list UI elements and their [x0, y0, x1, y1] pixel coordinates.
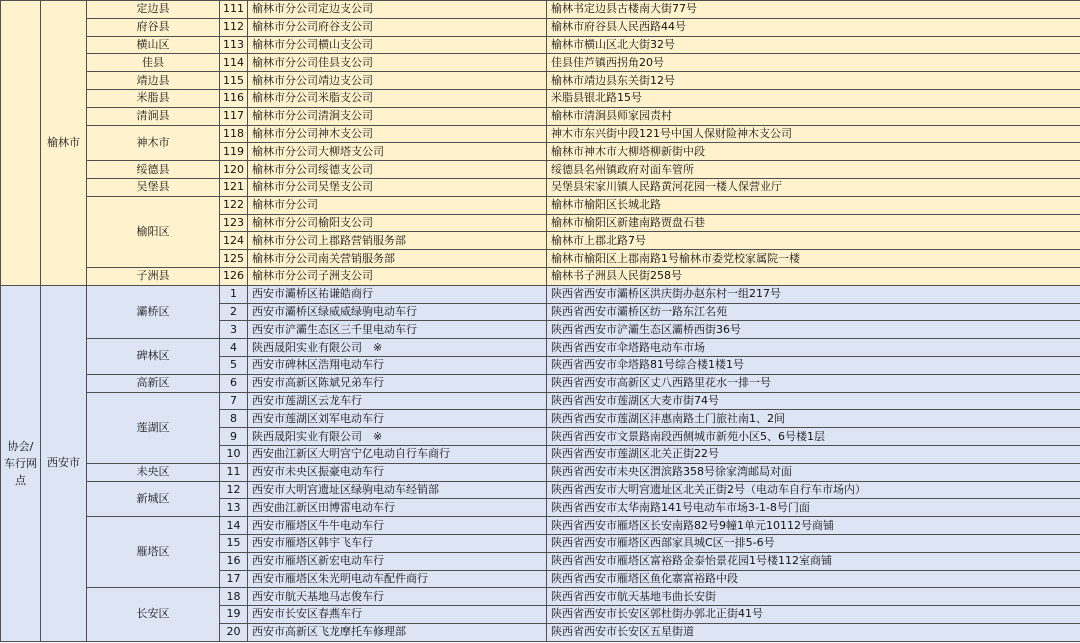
index-cell: 17	[220, 570, 248, 588]
outlet-name-cell: 西安市高新区飞龙摩托车修理部	[248, 623, 547, 641]
table-row	[1, 517, 1080, 535]
index-cell: 13	[220, 499, 248, 517]
district-cell: 榆阳区	[87, 196, 220, 267]
outlet-name-cell: 西安市雁塔区朱光明电动车配件商行	[248, 570, 547, 588]
address-cell: 榆林市府谷县人民西路44号	[547, 18, 1080, 36]
index-cell: 14	[220, 517, 248, 535]
table-row	[1, 1, 1080, 19]
district-cell: 府谷县	[87, 18, 220, 36]
table-row	[1, 392, 1080, 410]
outlet-name-cell: 榆林市分公司吴堡支公司	[248, 178, 547, 196]
table-row	[1, 18, 1080, 36]
index-cell: 15	[220, 534, 248, 552]
index-cell: 119	[220, 143, 248, 161]
index-cell: 4	[220, 339, 248, 357]
address-cell: 陕西省西安市雁塔区长安南路82号9幢1单元10112号商铺	[547, 517, 1080, 535]
index-cell: 117	[220, 107, 248, 125]
table-row	[1, 463, 1080, 481]
address-cell: 榆林市横山区北大街32号	[547, 36, 1080, 54]
outlet-name-cell: 榆林市分公司南关营销服务部	[248, 250, 547, 268]
table-row	[1, 267, 1080, 285]
address-cell: 陕西省西安市雁塔区西部家具城C区一排5-6号	[547, 534, 1080, 552]
table-row	[1, 54, 1080, 72]
outlet-name-cell: 榆林市分公司子洲支公司	[248, 267, 547, 285]
index-cell: 114	[220, 54, 248, 72]
index-cell: 121	[220, 178, 248, 196]
address-cell: 陕西省西安市雁塔区鱼化寨富裕路中段	[547, 570, 1080, 588]
index-cell: 18	[220, 588, 248, 606]
address-cell: 陕西省西安市灞桥区纺一路东江名苑	[547, 303, 1080, 321]
address-cell: 榆林市清涧县师家园责村	[547, 107, 1080, 125]
district-cell: 长安区	[87, 588, 220, 641]
outlet-name-cell: 榆林市分公司上郡路营销服务部	[248, 232, 547, 250]
district-cell: 吴堡县	[87, 178, 220, 196]
table-row	[1, 125, 1080, 143]
district-cell: 清涧县	[87, 107, 220, 125]
table-row	[1, 161, 1080, 179]
district-cell: 神木市	[87, 125, 220, 161]
address-cell: 陕西省西安市长安区郭杜街办郭北正街41号	[547, 606, 1080, 624]
outlet-name-cell: 西安市莲湖区云龙车行	[248, 392, 547, 410]
table-row	[1, 339, 1080, 357]
address-cell: 陕西省西安市文景路南段西侧城市新苑小区5、6号楼1层	[547, 428, 1080, 446]
outlet-name-cell: 西安市高新区陈斌兄弟车行	[248, 374, 547, 392]
address-cell: 陕西省西安市太华南路141号电动车市场3-1-8号门面	[547, 499, 1080, 517]
outlet-name-cell: 榆林市分公司佳县支公司	[248, 54, 547, 72]
address-cell: 榆林市神木市大柳塔柳新街中段	[547, 143, 1080, 161]
index-cell: 6	[220, 374, 248, 392]
index-cell: 111	[220, 1, 248, 19]
address-cell: 陕西省西安市高新区丈八西路里花水一排一号	[547, 374, 1080, 392]
index-cell: 112	[220, 18, 248, 36]
index-cell: 3	[220, 321, 248, 339]
district-cell: 米脂县	[87, 89, 220, 107]
outlet-name-cell: 西安市长安区春燕车行	[248, 606, 547, 624]
address-cell: 佳县佳芦镇西拐角20号	[547, 54, 1080, 72]
district-cell: 靖边县	[87, 72, 220, 90]
outlet-name-cell: 榆林市分公司米脂支公司	[248, 89, 547, 107]
address-cell: 陕西省西安市伞塔路电动车市场	[547, 339, 1080, 357]
district-cell: 子洲县	[87, 267, 220, 285]
district-cell: 定边县	[87, 1, 220, 19]
outlet-name-cell: 西安市大明宫遗址区绿驹电动车经销部	[248, 481, 547, 499]
outlet-name-cell: 西安市碑林区浩翔电动车行	[248, 356, 547, 374]
category-cell: 协会/车行网点	[1, 285, 41, 641]
address-cell: 榆林市榆阳区上郡南路1号榆林市委党校家属院一楼	[547, 250, 1080, 268]
index-cell: 113	[220, 36, 248, 54]
district-cell: 佳县	[87, 54, 220, 72]
outlet-name-cell: 陕西晟阳实业有限公司 ※	[248, 428, 547, 446]
outlet-name-cell: 西安曲江新区田博雷电动车行	[248, 499, 547, 517]
index-cell: 7	[220, 392, 248, 410]
city-cell: 西安市	[41, 285, 87, 641]
outlet-name-cell: 陕西晟阳实业有限公司 ※	[248, 339, 547, 357]
outlet-name-cell: 西安市浐灞生态区三千里电动车行	[248, 321, 547, 339]
table-row	[1, 481, 1080, 499]
address-cell: 陕西省西安市未央区渭滨路358号徐家湾邮局对面	[547, 463, 1080, 481]
table-body	[1, 1, 1080, 642]
outlet-name-cell: 榆林市分公司榆阳支公司	[248, 214, 547, 232]
outlet-name-cell: 西安市雁塔区韩宇飞车行	[248, 534, 547, 552]
index-cell: 16	[220, 552, 248, 570]
district-cell: 雁塔区	[87, 517, 220, 588]
address-cell: 陕西省西安市伞塔路81号综合楼1楼1号	[547, 356, 1080, 374]
district-cell: 碑林区	[87, 339, 220, 375]
outlet-name-cell: 西安市雁塔区牛牛电动车行	[248, 517, 547, 535]
category-cell	[1, 1, 41, 286]
table-row	[1, 89, 1080, 107]
index-cell: 8	[220, 410, 248, 428]
address-cell: 榆林市榆阳区长城北路	[547, 196, 1080, 214]
district-cell: 绥德县	[87, 161, 220, 179]
index-cell: 115	[220, 72, 248, 90]
address-cell: 绥德县名州镇政府对面车管所	[547, 161, 1080, 179]
index-cell: 118	[220, 125, 248, 143]
district-cell: 未央区	[87, 463, 220, 481]
district-cell: 高新区	[87, 374, 220, 392]
outlet-name-cell: 榆林市分公司靖边支公司	[248, 72, 547, 90]
address-cell: 吴堡县宋家川镇人民路黄河花园一楼人保营业厅	[547, 178, 1080, 196]
address-cell: 陕西省西安市灞桥区洪庆街办赵东村一组217号	[547, 285, 1080, 303]
outlet-name-cell: 榆林市分公司府谷支公司	[248, 18, 547, 36]
index-cell: 12	[220, 481, 248, 499]
address-cell: 陕西省西安市莲湖区沣惠南路土门旅社南1、2间	[547, 410, 1080, 428]
address-cell: 榆林市上郡北路7号	[547, 232, 1080, 250]
table-row	[1, 588, 1080, 606]
outlet-name-cell: 西安市灞桥区绿威威绿驹电动车行	[248, 303, 547, 321]
address-cell: 榆林书定边县古楼南大街77号	[547, 1, 1080, 19]
outlet-name-cell: 榆林市分公司横山支公司	[248, 36, 547, 54]
index-cell: 120	[220, 161, 248, 179]
index-cell: 10	[220, 445, 248, 463]
index-cell: 5	[220, 356, 248, 374]
district-cell: 横山区	[87, 36, 220, 54]
index-cell: 1	[220, 285, 248, 303]
outlet-name-cell: 榆林市分公司神木支公司	[248, 125, 547, 143]
address-cell: 榆林书子洲县人民街258号	[547, 267, 1080, 285]
district-cell: 灞桥区	[87, 285, 220, 338]
outlet-name-cell: 西安市航天基地马志俊车行	[248, 588, 547, 606]
index-cell: 11	[220, 463, 248, 481]
address-cell: 榆林市靖边县东关街12号	[547, 72, 1080, 90]
outlet-name-cell: 西安市灞桥区祐谦皓商行	[248, 285, 547, 303]
table-row	[1, 36, 1080, 54]
index-cell: 123	[220, 214, 248, 232]
outlet-name-cell: 榆林市分公司	[248, 196, 547, 214]
address-cell: 神木市东兴街中段121号中国人保财险神木支公司	[547, 125, 1080, 143]
outlet-name-cell: 榆林市分公司绥德支公司	[248, 161, 547, 179]
index-cell: 20	[220, 623, 248, 641]
city-cell: 榆林市	[41, 1, 87, 286]
outlet-name-cell: 榆林市分公司清涧支公司	[248, 107, 547, 125]
district-cell: 莲湖区	[87, 392, 220, 463]
index-cell: 125	[220, 250, 248, 268]
address-cell: 陕西省西安市莲湖区大麦市街74号	[547, 392, 1080, 410]
district-cell: 新城区	[87, 481, 220, 517]
index-cell: 126	[220, 267, 248, 285]
table-row	[1, 107, 1080, 125]
table-row	[1, 285, 1080, 303]
outlet-name-cell: 西安市雁塔区新宏电动车行	[248, 552, 547, 570]
address-cell: 榆林市榆阳区新建南路贾盘石巷	[547, 214, 1080, 232]
table-row	[1, 72, 1080, 90]
outlet-name-cell: 西安市未央区振豪电动车行	[248, 463, 547, 481]
address-cell: 陕西省西安市大明宫遗址区北关正街2号（电动车自行车市场内）	[547, 481, 1080, 499]
table-row	[1, 374, 1080, 392]
index-cell: 116	[220, 89, 248, 107]
outlet-name-cell: 西安曲江新区大明宫宁亿电动自行车商行	[248, 445, 547, 463]
outlet-name-cell: 西安市莲湖区刘军电动车行	[248, 410, 547, 428]
address-cell: 陕西省西安市雁塔区富裕路金泰怡景花园1号楼112室商铺	[547, 552, 1080, 570]
index-cell: 122	[220, 196, 248, 214]
address-cell: 陕西省西安市航天基地韦曲长安街	[547, 588, 1080, 606]
index-cell: 124	[220, 232, 248, 250]
index-cell: 2	[220, 303, 248, 321]
address-cell: 陕西省西安市长安区五星街道	[547, 623, 1080, 641]
table-row	[1, 178, 1080, 196]
address-cell: 米脂县银北路15号	[547, 89, 1080, 107]
index-cell: 19	[220, 606, 248, 624]
index-cell: 9	[220, 428, 248, 446]
table-row	[1, 196, 1080, 214]
address-cell: 陕西省西安市浐灞生态区灞桥西街36号	[547, 321, 1080, 339]
address-cell: 陕西省西安市莲湖区北关正街22号	[547, 445, 1080, 463]
outlet-name-cell: 榆林市分公司大柳塔支公司	[248, 143, 547, 161]
outlet-name-cell: 榆林市分公司定边支公司	[248, 1, 547, 19]
